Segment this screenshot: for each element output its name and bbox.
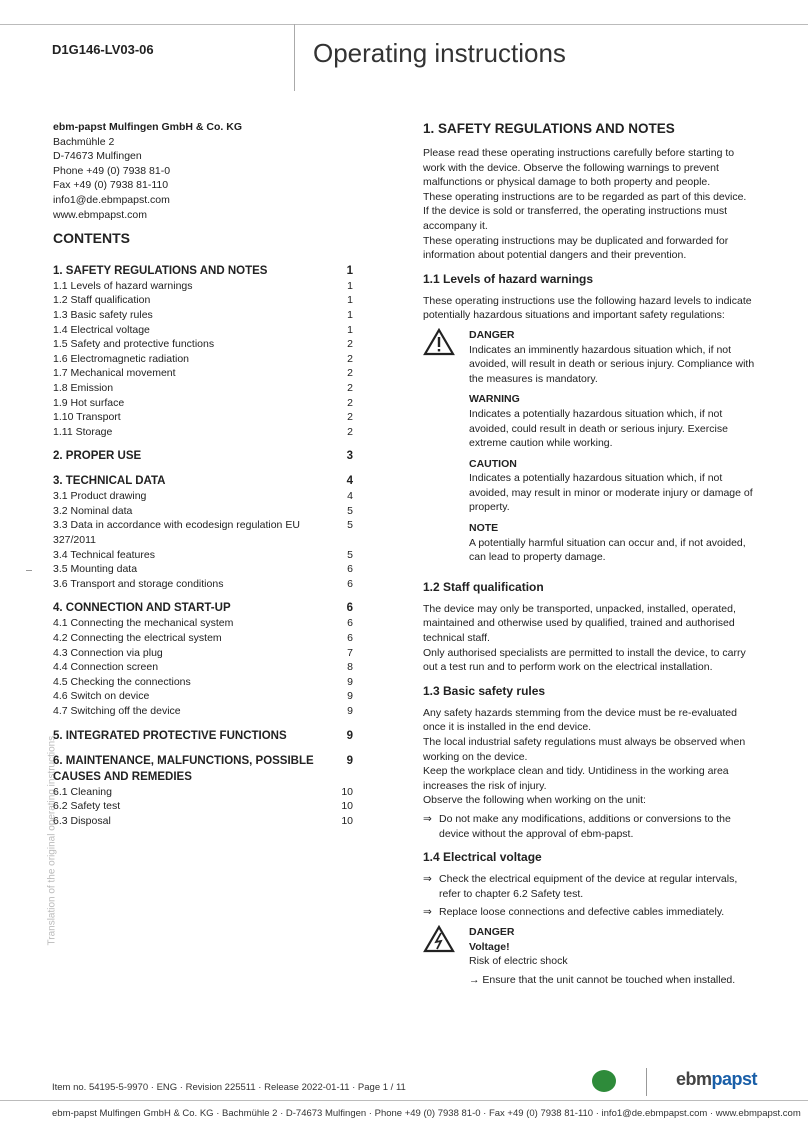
subsection-heading: 1.4 Electrical voltage [423,850,542,865]
toc-item[interactable] [53,689,353,704]
bullet-text: Check the electrical equipment of the device at regular intervals, refer to chapter 6.2 Safety test. [439,873,738,900]
toc-item-title: 4.7 Switching off the device [53,705,181,717]
toc-item[interactable] [53,799,353,814]
toc-page-number: 1 [347,308,353,321]
toc-page-number: 6 [347,563,353,576]
hazard-title: DANGER [469,328,515,341]
toc-page-number: 7 [347,646,353,659]
toc-item-title: 4.2 Connecting the electrical system [53,632,222,645]
toc-item-title: 1.6 Electromagnetic radiation [53,352,189,365]
toc-item[interactable] [53,577,353,592]
toc-item[interactable] [53,396,353,411]
brand-logo [676,1069,757,1090]
toc-page-number: 2 [347,352,353,365]
toc-item[interactable] [53,704,353,719]
logo-part: papst [711,1069,758,1089]
toc-item[interactable] [53,293,353,308]
toc-item[interactable] [53,646,353,661]
toc-item[interactable] [53,616,353,631]
toc-page-number: 2 [347,425,353,438]
toc-page-number: 2 [347,338,353,351]
toc-item-title: 3.1 Product drawing [53,490,147,503]
toc-item-title: 4.1 Connecting the mechanical system [53,617,234,630]
footer-address: ebm-papst Mulfingen GmbH & Co. KG · Bachmühle 2 · D-74673 Mulfingen · Phone +49 (0) 7938 81-0 · Fax +49 (0) 7938 81-110 · info1@de.ebmpapst.com · www.ebmpapst.com [52,1108,801,1119]
header-top-rule [0,24,808,25]
hazard-title: WARNING [469,393,520,406]
toc-item-title: 1.3 Basic safety rules [53,308,153,321]
toc-item-title: 4.6 Switch on device [53,690,150,703]
bullet-text: Replace loose connections and defective cables immediately. [439,906,725,919]
toc-item[interactable] [53,814,353,829]
hazard-text: Risk of electric shock [469,955,568,968]
toc-section[interactable] [53,728,353,744]
paragraph: Observe the following when working on the unit: [423,794,646,807]
toc-section[interactable] [53,448,353,464]
toc-page-number: 6 [347,617,353,630]
hazard-levels [423,328,755,571]
toc-section-title: 3. TECHNICAL DATA [53,475,166,488]
hazard-subtitle: Voltage! [469,940,510,953]
toc-page-number: 5 [347,548,353,561]
toc-item-title: 3.5 Mounting data [53,563,138,576]
toc-page-number: 9 [346,729,353,742]
hazard-title: NOTE [469,522,499,535]
section-heading-safety: 1. SAFETY REGULATIONS AND NOTES [423,121,675,136]
hazard-text: A potentially harmful situation can occur and, if not avoided, can lead to property damage. [469,536,746,564]
bullet-text: Do not make any modifications, additions or conversions to the device without the approval of ebm-papst. [439,812,731,840]
toc-page-number: 2 [347,367,353,380]
margin-mark [26,570,32,571]
sidebar-translation-note: Translation of the original operating instructions [46,735,58,946]
toc-page-number: 6 [346,602,353,615]
arrow-bullet-icon: ⇒ [423,906,432,919]
green-certificate-icon [592,1070,616,1092]
toc-page-number: 1 [347,323,353,336]
document-id: D1G146-LV03-06 [52,42,154,57]
toc-item[interactable] [53,548,353,563]
right-arrow-icon: → [469,973,483,986]
toc-section[interactable] [53,753,353,785]
toc-page-number: 4 [346,475,353,488]
toc-item-title: 4.4 Connection screen [53,661,159,674]
toc-item[interactable] [53,504,353,519]
toc-page-number: 1 [346,264,353,277]
toc-page-number: 10 [341,814,353,827]
company-name: ebm-papst Mulfingen GmbH & Co. KG [53,121,242,133]
toc-item[interactable] [53,366,353,381]
toc-item-title: 1.11 Storage [53,425,113,438]
toc-page-number: 5 [347,504,353,517]
toc-section-title: 6. MAINTENANCE, MALFUNCTIONS, POSSIBLE CAUSES AND REMEDIES [53,754,314,783]
toc-item-title: 6.2 Safety test [53,800,121,813]
hazard-caution [469,457,755,515]
paragraph: These operating instructions are to be regarded as part of this device. [423,190,747,203]
toc-item-title: 4.5 Checking the connections [53,675,191,688]
hazard-title: CAUTION [469,457,517,470]
toc-item-title: 6.3 Disposal [53,814,111,827]
toc-section[interactable] [53,263,353,279]
toc-page-number: 2 [347,411,353,424]
hazard-text: Indicates a potentially hazardous situation which, if not avoided, could result in death or serious injury. Exercise extreme caution while working. [469,407,728,450]
address-line: Bachmühle 2 [53,135,115,148]
toc-section-title: 4. CONNECTION AND START-UP [53,602,231,615]
subsection-heading: 1.3 Basic safety rules [423,683,546,698]
toc-item-title: 1.8 Emission [53,381,114,394]
subsection-heading: 1.2 Staff qualification [423,579,544,594]
footer-rule [0,1100,808,1101]
table-of-contents [53,263,353,829]
toc-page-number: 2 [347,396,353,409]
warning-triangle-icon [423,328,469,571]
arrow-bullet-icon: ⇒ [423,812,432,825]
hazard-danger [469,328,755,386]
toc-item-title: 1.10 Transport [53,411,121,424]
fax-line: Fax +49 (0) 7938 81-110 [53,179,169,192]
email-link[interactable]: info1@de.ebmpapst.com [53,193,170,206]
toc-page-number: 6 [347,577,353,590]
toc-page-number: 10 [341,800,353,813]
header-divider [294,24,295,91]
paragraph: If the device is sold or transferred, the operating instructions must accompany it. [423,205,728,232]
website-link[interactable]: www.ebmpapst.com [53,208,147,221]
toc-item[interactable] [53,410,353,425]
toc-item-title: 1.9 Hot surface [53,396,125,409]
toc-item[interactable] [53,352,353,367]
phone-line: Phone +49 (0) 7938 81-0 [53,164,171,177]
list-item [423,812,755,841]
hazard-note [469,521,755,565]
toc-item[interactable] [53,337,353,352]
logo-part: ebm [676,1069,712,1089]
toc-page-number: 9 [347,675,353,688]
toc-item-title: 3.2 Nominal data [53,504,133,517]
toc-item[interactable] [53,279,353,294]
toc-page-number: 3 [346,450,353,463]
paragraph: These operating instructions may be duplicated and forwarded for information about potential dangers and their prevention. [423,234,729,262]
toc-page-number: 1 [347,294,353,307]
right-column [423,120,755,987]
toc-page-number: 9 [347,705,353,717]
toc-page-number: 6 [347,632,353,645]
paragraph: Any safety hazards stemming from the device must be re-evaluated once it is installed in the end device. [423,706,737,734]
toc-item-title: 1.5 Safety and protective functions [53,338,215,351]
toc-item[interactable] [53,660,353,675]
address-line: D-74673 Mulfingen [53,150,142,163]
toc-item[interactable] [53,323,353,338]
hazard-title: DANGER [469,925,515,938]
toc-item-title: 3.3 Data in accordance with ecodesign regulation EU 327/2011 [53,519,300,547]
arrow-bullet-icon: ⇒ [423,873,432,886]
toc-item[interactable] [53,308,353,323]
footer-item-info: Item no. 54195-5-9970 · ENG · Revision 225511 · Release 2022-01-11 · Page 1 / 11 [52,1082,406,1093]
list-item [423,905,755,920]
toc-section-title: 2. PROPER USE [53,450,142,463]
toc-page-number: 1 [347,279,353,292]
toc-page-number: 9 [346,754,353,767]
toc-item[interactable] [53,675,353,690]
paragraph: These operating instructions use the following hazard levels to indicate potentially hazardous situations and important safety regulations: [423,294,752,322]
toc-item-title: 3.4 Technical features [53,548,155,561]
hazard-action [469,973,755,988]
paragraph: The local industrial safety regulations must always be observed when working on the device. [423,736,746,763]
toc-section[interactable] [53,473,353,489]
hazard-text: Indicates a potentially hazardous situation which, if not avoided, may result in minor or moderate injury or damage of property. [469,472,753,514]
toc-item-title: 6.1 Cleaning [53,785,112,798]
toc-item[interactable] [53,518,353,547]
electric-hazard-icon [423,925,469,987]
paragraph: The device may only be transported, unpacked, installed, operated, maintained and otherwise used by qualified, trained and authorised technical staff. [423,602,736,645]
voltage-danger [423,925,755,987]
paragraph: Please read these operating instructions carefully before starting to work with the device. Observe the following warnings to prevent malfunctions or physical damage to both property and people. [423,147,735,189]
toc-item-title: 3.6 Transport and storage conditions [53,577,224,590]
paragraph: Only authorised specialists are permitted to install the device, to carry out a test run and to perform work on the electrical installation. [423,646,746,674]
toc-item[interactable] [53,489,353,504]
toc-page-number: 4 [347,490,353,503]
toc-page-number: 9 [347,690,353,703]
toc-page-number: 10 [341,785,353,798]
toc-page-number: 5 [347,519,353,532]
toc-item-title: 1.1 Levels of hazard warnings [53,279,193,292]
toc-item-title: 1.2 Staff qualification [53,294,151,307]
hazard-warning [469,392,755,450]
list-item [423,872,755,901]
paragraph: Keep the workplace clean and tidy. Untidiness in the working area increases the risk of injury. [423,765,729,792]
toc-item[interactable] [53,631,353,646]
toc-item-title: 4.3 Connection via plug [53,646,163,659]
left-column [53,120,380,828]
logo-divider [646,1068,647,1096]
toc-item[interactable] [53,425,353,440]
page-title: Operating instructions [313,38,566,68]
action-text: Ensure that the unit cannot be touched when installed. [482,973,736,986]
toc-section-title: 5. INTEGRATED PROTECTIVE FUNCTIONS [53,729,287,742]
toc-item[interactable] [53,381,353,396]
hazard-text: Indicates an imminently hazardous situation which, if not avoided, will result in death or serious injury. Compliance with the measures is mandatory. [469,343,755,385]
toc-section[interactable] [53,600,353,616]
toc-section-title: 1. SAFETY REGULATIONS AND NOTES [53,264,268,277]
toc-page-number: 8 [347,661,353,674]
toc-item[interactable] [53,562,353,577]
toc-page-number: 2 [347,381,353,394]
toc-item[interactable] [53,785,353,800]
toc-item-title: 1.4 Electrical voltage [53,323,150,336]
contents-heading: CONTENTS [53,230,130,247]
subsection-heading: 1.1 Levels of hazard warnings [423,271,594,286]
toc-item-title: 1.7 Mechanical movement [53,367,176,380]
company-address [53,135,380,223]
